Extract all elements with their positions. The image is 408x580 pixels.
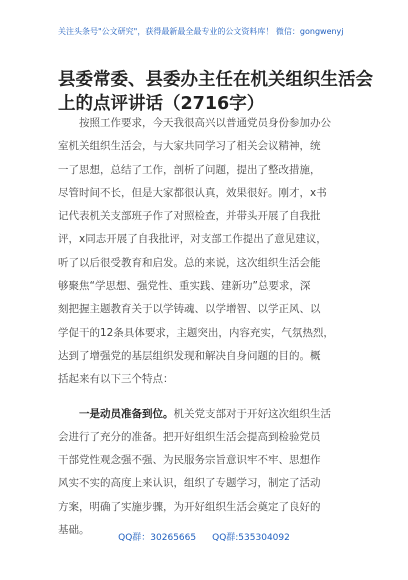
document-body [58, 112, 358, 542]
header-banner [58, 27, 358, 37]
text-line: 够聚焦“学思想、强党性、重实践、建新功”总要求，深 [58, 280, 311, 293]
text-line: 听了以后很受教育和启发。总的来说，这次组织生活会能 [58, 256, 321, 269]
text-line [58, 403, 358, 426]
title-line: 县委常委、县委办主任在机关组织生活会 [58, 70, 373, 90]
paragraph-lead: 一是动员准备到位。 [79, 407, 174, 420]
text-line: 括起来有以下三个特点： [58, 373, 174, 386]
title-line: 上的点评讲话（2716字） [58, 94, 265, 114]
footer [0, 530, 408, 543]
paragraph [58, 112, 358, 392]
header-banner-line: 关注头条号"公文研究"，获得最新最全最专业的公文资料库！ 微信：gongwenyj [58, 27, 344, 36]
text-line: 刻把握主题教育关于以学铸魂、以学增智、以学正风、以 [58, 303, 321, 316]
footer-qq-group-1: QQ群：30265665 [118, 533, 197, 543]
text-line: 方案，明确了实施步骤，为开好组织生活会奠定了良好的 [58, 500, 321, 513]
footer-qq-group-2: QQ群:535304092 [212, 533, 290, 543]
text-line: 学促干的12条具体要求，主题突出，内容充实，气氛热烈， [58, 326, 334, 339]
text-line: 基础。 [58, 524, 90, 537]
text-line: 一了思想，总结了工作，剖析了问题，提出了整改措施， [58, 163, 321, 176]
text-line: 评，x同志开展了自我批评，对支部工作提出了意见建议， [58, 233, 327, 246]
text-line: 达到了增强党的基层组织发现和解决自身问题的目的。概 [58, 349, 321, 362]
text-line: 按照工作要求，今天我很高兴以普通党员身份参加办公 [79, 117, 331, 129]
text-line: 尽管时间不长，但是大家都很认真，效果很好。刚才，x书 [58, 186, 327, 199]
text-line: 干部党性观念强不强、为民服务宗旨意识牢不牢、思想作 [58, 454, 321, 467]
text-run: 机关党支部对于开好这次组织生活 [173, 407, 331, 420]
paragraph [58, 403, 358, 543]
document-title [58, 68, 373, 116]
text-line: 室机关组织生活会，与大家共同学习了相关会议精神，统 [58, 140, 321, 153]
text-line: 风实不实的高度上来认识，组织了专题学习，制定了活动 [58, 477, 321, 490]
text-line: 会进行了充分的准备。把开好组织生活会提高到检验党员 [58, 430, 321, 443]
text-line: 记代表机关支部班子作了对照检查，并带头开展了自我批 [58, 210, 321, 223]
